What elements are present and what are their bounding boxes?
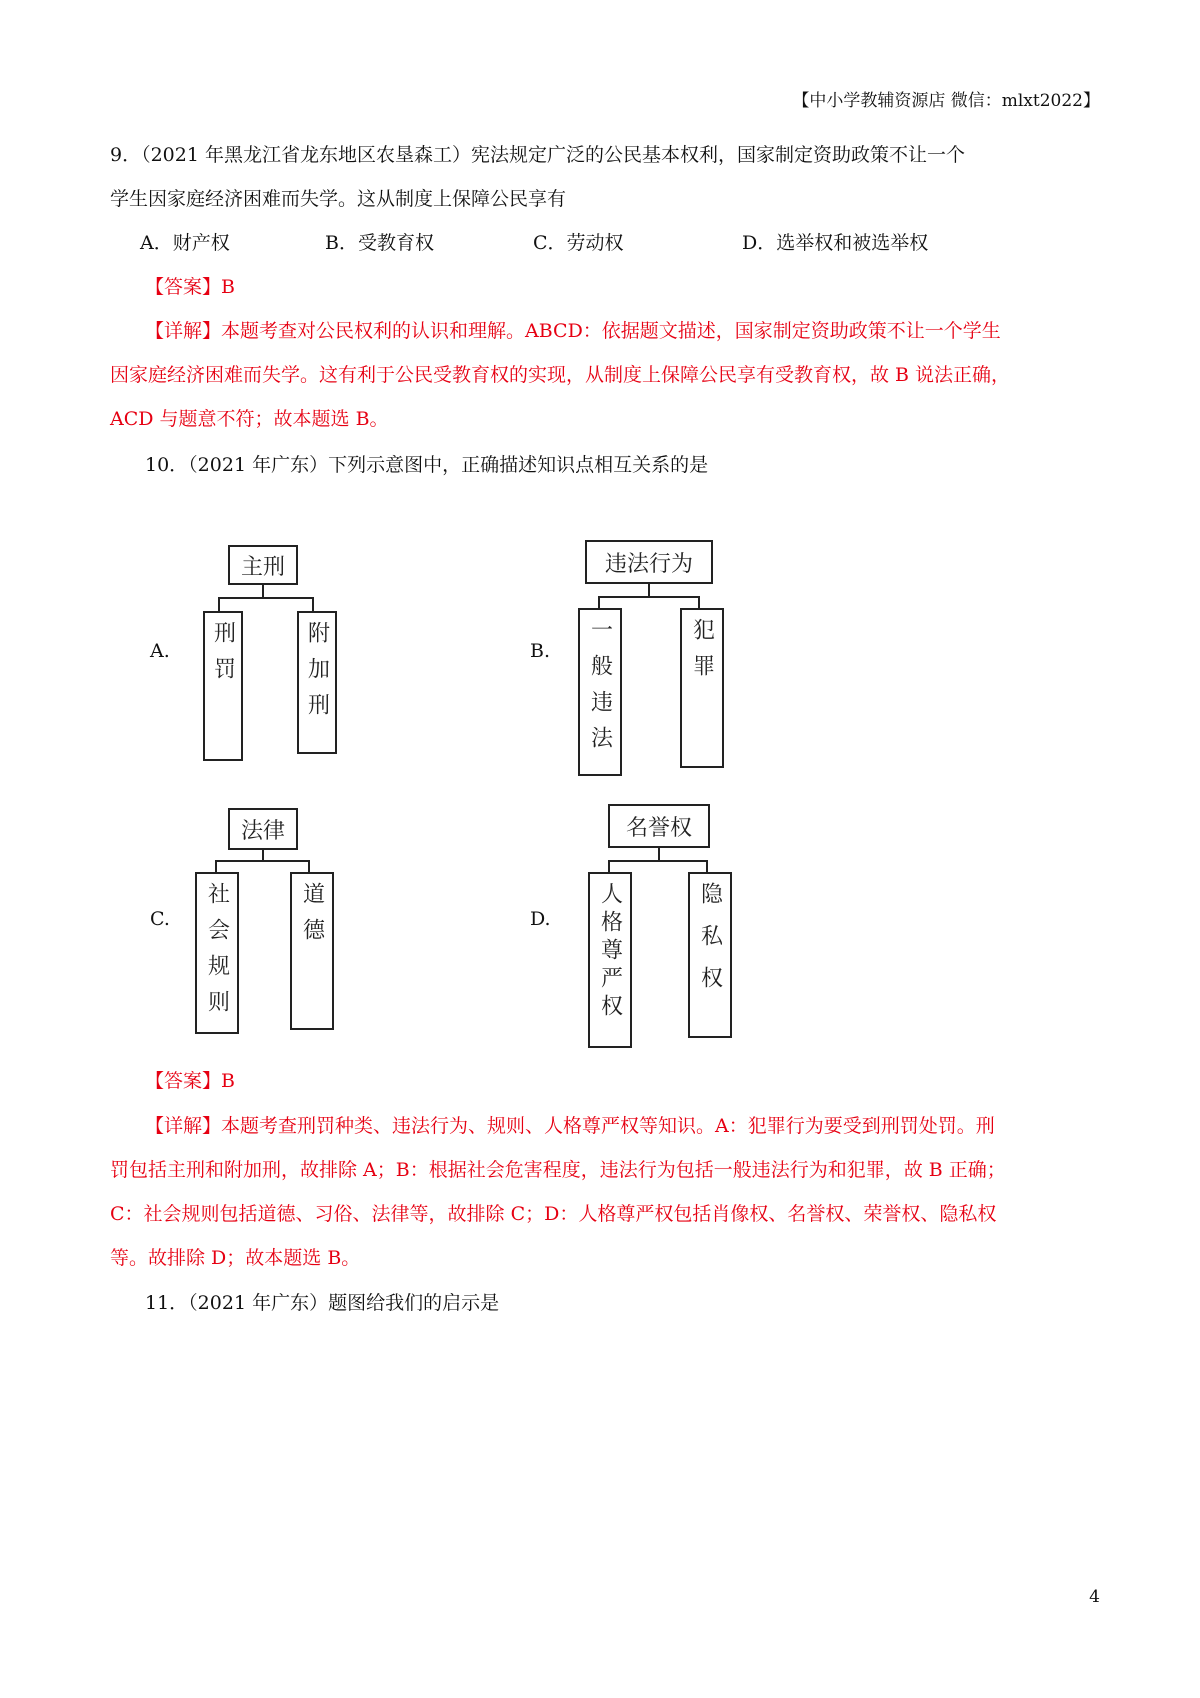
diagram-d-connector	[706, 860, 708, 872]
diagram-b-right-box: 犯罪	[680, 608, 724, 768]
diagram-a-label: A.	[150, 640, 170, 662]
diagram-c-connector	[308, 860, 310, 872]
diagram-b-left-box: 一般违法	[578, 608, 622, 776]
diagram-d-right-box: 隐私权	[688, 872, 732, 1038]
diagram-a-connector	[218, 597, 314, 599]
diagram-d-label: D.	[530, 908, 551, 930]
diagram-b-connector	[648, 584, 650, 596]
diagram-c-connector	[215, 860, 310, 862]
q9-option-d: D．选举权和被选举权	[742, 232, 929, 254]
q10-explain-line3: C：社会规则包括道德、习俗、法律等，故排除 C；D：人格尊严权包括肖像权、名誉权、荣誉权、隐私权	[110, 1203, 997, 1225]
q10-stem: 10．（2021 年广东）下列示意图中，正确描述知识点相互关系的是	[145, 454, 709, 476]
diagram-a-right-box: 附加刑	[297, 611, 337, 754]
diagram-a-connector	[262, 585, 264, 597]
diagram-c-top-box: 法律	[228, 808, 298, 850]
q10-explain-line4: 等。故排除 D；故本题选 B。	[110, 1247, 361, 1269]
diagram-d-connector	[608, 860, 610, 872]
diagram-c-connector	[262, 850, 264, 860]
diagram-c-label: C.	[150, 908, 170, 930]
q9-option-a: A．财产权	[140, 232, 230, 254]
q10-explain-line1: 【详解】本题考查刑罚种类、违法行为、规则、人格尊严权等知识。A：犯罪行为要受到刑罚处罚。刑	[145, 1115, 995, 1137]
diagram-a-top-box: 主刑	[228, 545, 298, 585]
diagram-d-connector	[658, 848, 660, 860]
diagram-c-connector	[215, 860, 217, 872]
page-header: 【中小学教辅资源店 微信：mlxt2022】	[792, 91, 1100, 111]
diagram-d-left-box: 人格尊严权	[588, 872, 632, 1048]
diagram-a-connector	[218, 597, 220, 611]
q10-answer: 【答案】B	[145, 1070, 235, 1092]
q9-explain-line1: 【详解】本题考查对公民权利的认识和理解。ABCD：依据题文描述，国家制定资助政策不让一个学生	[145, 320, 1001, 342]
q9-stem-line2: 学生因家庭经济困难而失学。这从制度上保障公民享有	[110, 188, 567, 210]
diagram-a-connector	[312, 597, 314, 611]
q10-explain-line2: 罚包括主刑和附加刑，故排除 A；B：根据社会危害程度，违法行为包括一般违法行为和犯罪，故 B 正确；	[110, 1159, 1006, 1181]
q9-explain-line2: 因家庭经济困难而失学。这有利于公民受教育权的实现，从制度上保障公民享有受教育权，故 B 说法正确，	[110, 364, 1011, 386]
diagram-b-connector	[698, 596, 700, 608]
diagram-d-connector	[608, 860, 708, 862]
diagram-b-connector	[598, 596, 700, 598]
diagram-d-top-box: 名誉权	[608, 804, 710, 848]
q9-option-b: B．受教育权	[325, 232, 434, 254]
q9-option-c: C．劳动权	[533, 232, 624, 254]
q9-explain-line3: ACD 与题意不符；故本题选 B。	[110, 408, 389, 430]
q9-answer: 【答案】B	[145, 276, 235, 298]
diagram-b-label: B.	[530, 640, 551, 662]
diagram-a-left-box: 刑罚	[203, 611, 243, 761]
page-number: 4	[1089, 1587, 1100, 1607]
q11-stem: 11．（2021 年广东）题图给我们的启示是	[145, 1292, 500, 1314]
diagram-b-connector	[598, 596, 600, 608]
q9-stem-line1: 9．（2021 年黑龙江省龙东地区农垦森工）宪法规定广泛的公民基本权利，国家制定资助政策不让一个	[110, 144, 965, 166]
diagram-b-top-box: 违法行为	[585, 540, 713, 584]
diagram-c-left-box: 社会规则	[195, 872, 239, 1034]
diagram-c-right-box: 道德	[290, 872, 334, 1030]
